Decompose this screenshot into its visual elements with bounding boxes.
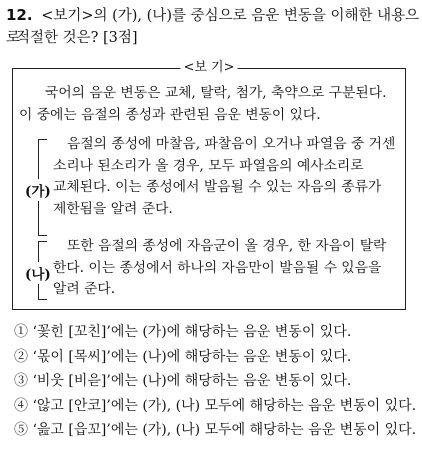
bogi-intro — [19, 83, 397, 126]
bogi-box — [12, 60, 406, 310]
choice-4[interactable]: ④ ‘않고 [안코]’에는 (가), (나) 모두에 해당하는 음운 변동이 있다. — [14, 397, 417, 414]
bogi-intro-line2: 이 중에는 음절의 종성과 관련된 음운 변동이 있다. — [19, 106, 321, 123]
ga-line-3: 교체된다. 이는 종성에서 발음될 수 있는 자음의 종류가 — [53, 179, 382, 195]
ga-line-1: 음절의 종성에 마찰음, 파찰음이 오거나 파열음 중 거센 — [67, 136, 396, 152]
ga-line-2: 소리나 된소리가 올 경우, 모두 파열음의 예사소리로 — [53, 157, 364, 174]
na-line-2: 한다. 이는 종성에서 하나의 자음만이 발음될 수 있음을 — [53, 259, 382, 276]
choice-2[interactable]: ② ‘몫이 [목씨]’에는 (나)에 해당하는 음운 변동이 있다. — [14, 348, 352, 365]
choice-1[interactable]: ① ‘꽃힌 [꼬친]’에는 (가)에 해당하는 음운 변동이 있다. — [14, 324, 352, 340]
choice-3[interactable]: ③ ‘비웃 [비읃]’에는 (나)에 해당하는 음운 변동이 있다. — [14, 373, 352, 389]
na-line-1: 또한 음절의 종성에 자음군이 올 경우, 한 자음이 탈락 — [67, 238, 387, 254]
answer-choices — [14, 320, 416, 443]
bogi-box-title: <보 기> — [180, 60, 237, 76]
choice-5[interactable]: ⑤ ‘읊고 [읍꼬]’에는 (가), (나) 모두에 해당하는 음운 변동이 있다. — [14, 422, 417, 438]
ga-section — [53, 134, 397, 220]
na-line-3: 알려 준다. — [53, 281, 116, 297]
ga-line-4: 제한됨을 알려 준다. — [53, 200, 173, 217]
question-number: 12. — [6, 6, 33, 24]
bogi-intro-line1: 국어의 음운 변동은 교체, 탈락, 첨가, 축약으로 구분된다. — [45, 85, 387, 101]
na-section — [53, 236, 397, 301]
question-prompt-line1: <보기>의 (가), (나)를 중심으로 음운 변동을 이해한 내용으로 — [6, 8, 420, 46]
question-prompt-line2: 적절한 것은? [3점] — [16, 30, 138, 46]
na-label: (나) — [25, 262, 51, 284]
ga-label: (가) — [25, 179, 51, 201]
